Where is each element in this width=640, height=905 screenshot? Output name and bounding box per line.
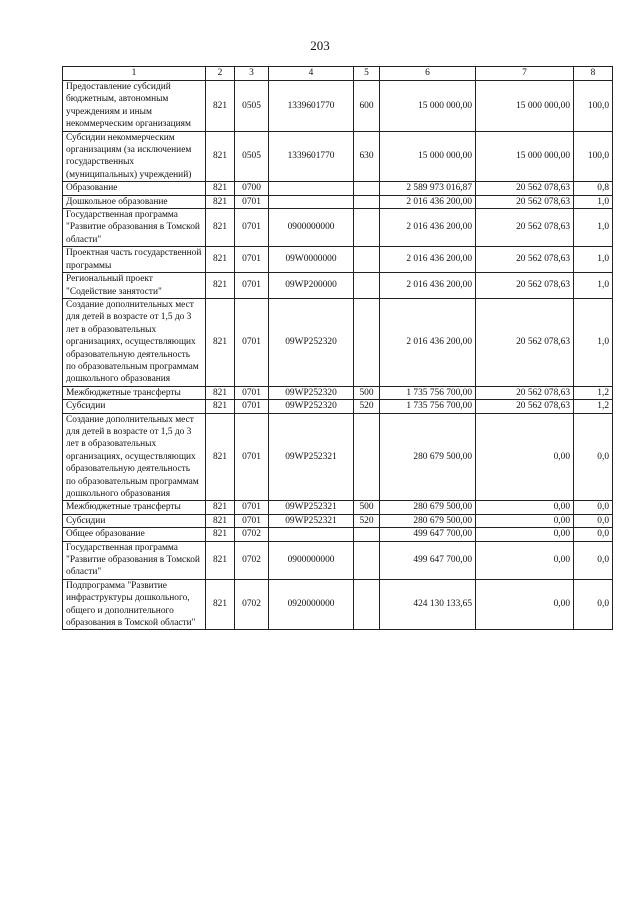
expense-type xyxy=(354,298,380,386)
execution-percent: 0,0 xyxy=(574,501,613,514)
target-article: 09WP252320 xyxy=(269,386,354,399)
target-article: 1339601770 xyxy=(269,81,354,132)
target-article: 09WP200000 xyxy=(269,273,354,299)
ministry-code: 821 xyxy=(206,514,235,527)
table-row xyxy=(63,541,613,579)
section-code: 0505 xyxy=(235,131,269,182)
planned-amount: 280 679 500,00 xyxy=(380,501,476,514)
row-name: Межбюджетные трансферты xyxy=(63,386,206,399)
column-header: 5 xyxy=(354,67,380,81)
section-code: 0701 xyxy=(235,298,269,386)
expense-type: 630 xyxy=(354,131,380,182)
section-code: 0701 xyxy=(235,386,269,399)
expense-type: 500 xyxy=(354,501,380,514)
row-name: Подпрограмма "Развитие инфраструктуры дошкольного, общего и дополнительного образования в Томской области" xyxy=(63,579,206,630)
execution-percent: 1,0 xyxy=(574,247,613,273)
row-name: Государственная программа "Развитие образования в Томской области" xyxy=(63,541,206,579)
header-row xyxy=(63,67,613,81)
planned-amount: 499 647 700,00 xyxy=(380,541,476,579)
executed-amount: 20 562 078,63 xyxy=(476,273,574,299)
ministry-code: 821 xyxy=(206,386,235,399)
executed-amount: 20 562 078,63 xyxy=(476,182,574,195)
table-row xyxy=(63,514,613,527)
ministry-code: 821 xyxy=(206,81,235,132)
row-name: Субсидии xyxy=(63,514,206,527)
row-name: Государственная программа "Развитие образования в Томской области" xyxy=(63,209,206,247)
executed-amount: 15 000 000,00 xyxy=(476,131,574,182)
target-article: 09WP252320 xyxy=(269,298,354,386)
ministry-code: 821 xyxy=(206,273,235,299)
table-row xyxy=(63,298,613,386)
executed-amount: 0,00 xyxy=(476,528,574,541)
section-code: 0701 xyxy=(235,501,269,514)
section-code: 0701 xyxy=(235,273,269,299)
execution-percent: 0,0 xyxy=(574,528,613,541)
executed-amount: 20 562 078,63 xyxy=(476,400,574,413)
row-name: Предоставление субсидий бюджетным, автономным учреждениям и иным некоммерческим организациям xyxy=(63,81,206,132)
planned-amount: 2 016 436 200,00 xyxy=(380,273,476,299)
planned-amount: 2 016 436 200,00 xyxy=(380,195,476,208)
page-number: 203 xyxy=(310,38,330,53)
executed-amount: 20 562 078,63 xyxy=(476,247,574,273)
section-code: 0505 xyxy=(235,81,269,132)
row-name: Дошкольное образование xyxy=(63,195,206,208)
table-row xyxy=(63,501,613,514)
table-row xyxy=(63,195,613,208)
expense-type xyxy=(354,182,380,195)
target-article: 09WP252321 xyxy=(269,413,354,501)
expense-type: 500 xyxy=(354,386,380,399)
execution-percent: 0,0 xyxy=(574,413,613,501)
execution-percent: 1,0 xyxy=(574,298,613,386)
target-article: 09WP252321 xyxy=(269,514,354,527)
executed-amount: 20 562 078,63 xyxy=(476,298,574,386)
execution-percent: 1,0 xyxy=(574,209,613,247)
target-article: 1339601770 xyxy=(269,131,354,182)
planned-amount: 2 016 436 200,00 xyxy=(380,298,476,386)
row-name: Общее образование xyxy=(63,528,206,541)
ministry-code: 821 xyxy=(206,298,235,386)
column-header: 6 xyxy=(380,67,476,81)
ministry-code: 821 xyxy=(206,195,235,208)
column-header: 4 xyxy=(269,67,354,81)
row-name: Создание дополнительных мест для детей в возрасте от 1,5 до 3 лет в образовательных организациях, осуществляющих образовательную деятельность по образовательным программам дошкольного образования xyxy=(63,298,206,386)
executed-amount: 0,00 xyxy=(476,579,574,630)
target-article: 0900000000 xyxy=(269,209,354,247)
table-row xyxy=(63,273,613,299)
execution-percent: 100,0 xyxy=(574,131,613,182)
execution-percent: 1,2 xyxy=(574,400,613,413)
row-name: Образование xyxy=(63,182,206,195)
expense-type xyxy=(354,273,380,299)
section-code: 0702 xyxy=(235,528,269,541)
table-row xyxy=(63,209,613,247)
target-article: 0900000000 xyxy=(269,541,354,579)
table-row xyxy=(63,413,613,501)
ministry-code: 821 xyxy=(206,541,235,579)
section-code: 0701 xyxy=(235,195,269,208)
row-name: Межбюджетные трансферты xyxy=(63,501,206,514)
target-article: 0920000000 xyxy=(269,579,354,630)
execution-percent: 100,0 xyxy=(574,81,613,132)
ministry-code: 821 xyxy=(206,528,235,541)
expense-type: 600 xyxy=(354,81,380,132)
target-article: 09WP252320 xyxy=(269,400,354,413)
ministry-code: 821 xyxy=(206,247,235,273)
table-row xyxy=(63,182,613,195)
section-code: 0702 xyxy=(235,579,269,630)
planned-amount: 424 130 133,65 xyxy=(380,579,476,630)
row-name: Создание дополнительных мест для детей в возрасте от 1,5 до 3 лет в образовательных организациях, осуществляющих образовательную деятельность по образовательным программам дошкольного образования xyxy=(63,413,206,501)
row-name: Проектная часть государственной программы xyxy=(63,247,206,273)
column-header: 3 xyxy=(235,67,269,81)
planned-amount: 1 735 756 700,00 xyxy=(380,386,476,399)
target-article: 09WP252321 xyxy=(269,501,354,514)
ministry-code: 821 xyxy=(206,182,235,195)
execution-percent: 0,0 xyxy=(574,541,613,579)
expense-type xyxy=(354,209,380,247)
execution-percent: 0,8 xyxy=(574,182,613,195)
expense-type xyxy=(354,579,380,630)
section-code: 0700 xyxy=(235,182,269,195)
target-article xyxy=(269,195,354,208)
planned-amount: 1 735 756 700,00 xyxy=(380,400,476,413)
section-code: 0701 xyxy=(235,400,269,413)
execution-percent: 1,0 xyxy=(574,273,613,299)
row-name: Субсидии некоммерческим организациям (за исключением государственных (муниципальных) учреждений) xyxy=(63,131,206,182)
table-row xyxy=(63,81,613,132)
target-article: 09W0000000 xyxy=(269,247,354,273)
executed-amount: 15 000 000,00 xyxy=(476,81,574,132)
planned-amount: 499 647 700,00 xyxy=(380,528,476,541)
execution-percent: 0,0 xyxy=(574,514,613,527)
expense-type xyxy=(354,541,380,579)
expense-type xyxy=(354,528,380,541)
table-row xyxy=(63,247,613,273)
executed-amount: 20 562 078,63 xyxy=(476,386,574,399)
expense-type: 520 xyxy=(354,400,380,413)
executed-amount: 0,00 xyxy=(476,413,574,501)
expense-type: 520 xyxy=(354,514,380,527)
column-header: 1 xyxy=(63,67,206,81)
ministry-code: 821 xyxy=(206,579,235,630)
table-row xyxy=(63,528,613,541)
table-row xyxy=(63,386,613,399)
section-code: 0701 xyxy=(235,209,269,247)
execution-percent: 0,0 xyxy=(574,579,613,630)
row-name: Субсидии xyxy=(63,400,206,413)
planned-amount: 2 589 973 016,87 xyxy=(380,182,476,195)
execution-percent: 1,0 xyxy=(574,195,613,208)
executed-amount: 0,00 xyxy=(476,501,574,514)
executed-amount: 0,00 xyxy=(476,541,574,579)
section-code: 0701 xyxy=(235,413,269,501)
column-header: 2 xyxy=(206,67,235,81)
section-code: 0701 xyxy=(235,247,269,273)
expense-type xyxy=(354,247,380,273)
execution-percent: 1,2 xyxy=(574,386,613,399)
ministry-code: 821 xyxy=(206,413,235,501)
ministry-code: 821 xyxy=(206,209,235,247)
column-header: 8 xyxy=(574,67,613,81)
planned-amount: 280 679 500,00 xyxy=(380,514,476,527)
target-article xyxy=(269,182,354,195)
section-code: 0702 xyxy=(235,541,269,579)
executed-amount: 20 562 078,63 xyxy=(476,195,574,208)
table-body xyxy=(63,81,613,630)
executed-amount: 20 562 078,63 xyxy=(476,209,574,247)
row-name: Региональный проект "Содействие занятости" xyxy=(63,273,206,299)
expense-type xyxy=(354,413,380,501)
planned-amount: 2 016 436 200,00 xyxy=(380,209,476,247)
ministry-code: 821 xyxy=(206,131,235,182)
planned-amount: 280 679 500,00 xyxy=(380,413,476,501)
planned-amount: 15 000 000,00 xyxy=(380,81,476,132)
planned-amount: 2 016 436 200,00 xyxy=(380,247,476,273)
target-article xyxy=(269,528,354,541)
budget-table xyxy=(62,66,613,630)
column-header: 7 xyxy=(476,67,574,81)
ministry-code: 821 xyxy=(206,501,235,514)
section-code: 0701 xyxy=(235,514,269,527)
ministry-code: 821 xyxy=(206,400,235,413)
planned-amount: 15 000 000,00 xyxy=(380,131,476,182)
table-row xyxy=(63,400,613,413)
table-row xyxy=(63,579,613,630)
executed-amount: 0,00 xyxy=(476,514,574,527)
table-row xyxy=(63,131,613,182)
expense-type xyxy=(354,195,380,208)
